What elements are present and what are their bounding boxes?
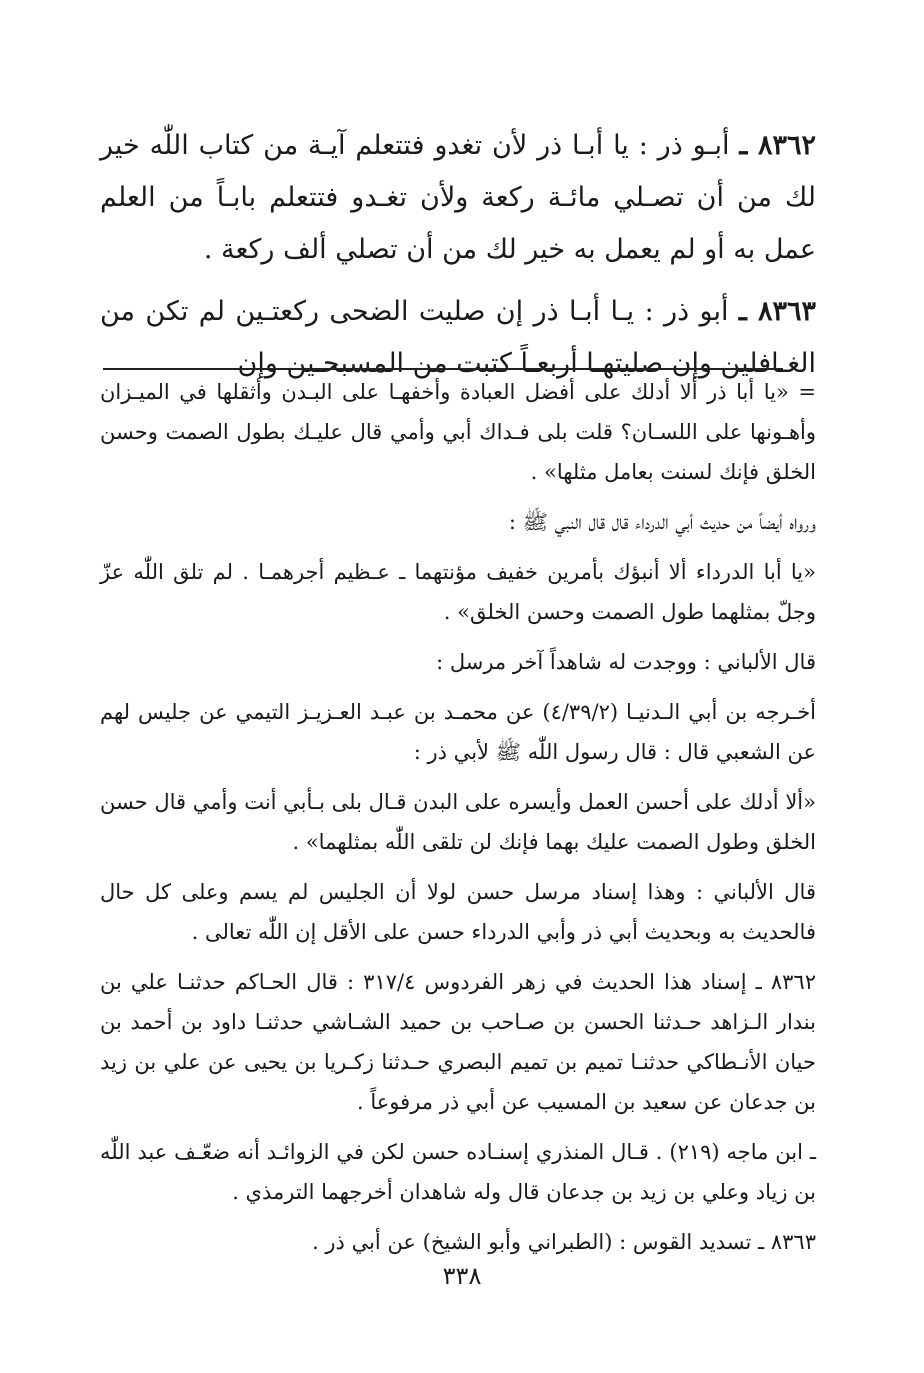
footnote-divider [103, 368, 783, 370]
entry-text: أبو ذر : يـا أبـا ذر إن صليت الضحى ركعتـين لم تكن من الغـافلين وإن صليتهـا أربعـاً كتبت من المسبحـين وإن [100, 296, 816, 379]
footnote-paragraph: ٨٣٦٣ ـ تسديد القوس : (الطبراني وأبو الشيخ) عن أبي ذر . [312, 1230, 816, 1254]
footnote-paragraph: = «يا أبا ذر ألا أدلك على أفضل العبادة وأخفهـا على البـدن وأثقلها في الميـزان وأهـونها على اللسـان؟ قلت بلى فـداك أبي وأمي قال عليـك بطول الصمت وحسن الخلق فإنك لسنت بعامل مثلها» . [100, 380, 816, 484]
entry-number: ٨٣٦٢ ـ [739, 130, 816, 161]
entry-text: أبـو ذر : يا أبـا ذر لأن تغدو فتتعلم آيـة من كتاب اللّٰه خير لك من أن تصـلي مائـة ركعة ولأن تغـدو فتتعلم بابـاً من العلم عمل به أو لم يعمل به خير لك من أن تصلي ألف ركعة . [100, 130, 816, 265]
page-number: ٣٣٨ [442, 1262, 482, 1290]
footnotes [100, 372, 816, 1272]
footnote-paragraph: قال الألباني : ووجدت له شاهداً آخر مرسل : [436, 650, 816, 674]
entry-number: ٨٣٦٣ ـ [738, 296, 817, 327]
footnote-paragraph: «يا أبا الدرداء ألا أنبؤك بأمرين خفيف مؤنتهما ـ عـظيم أجرهمـا . لم تلق اللّٰه عزّ وجلّ بمثلهما طول الصمت وحسن الخلق» . [100, 560, 816, 624]
footnote-paragraph: أخـرجه بن أبي الـدنيـا (٤/٣٩/٢) عن محمـد بن عبـد العـزيـز التيمي عن جليس لهم عن الشعبي قال : قال رسول اللّٰه ﷺ لأبي ذر : [100, 700, 817, 764]
footnote-paragraph: قال الألباني : وهذا إسناد مرسل حسن لولا أن الجليس لم يسم وعلى كل حال فالحديث به وبحديث أبي ذر وأبي الدرداء حسن على الأقل إن اللّٰه تعالى . [100, 880, 816, 944]
hadith-entry-8362 [100, 120, 816, 276]
footnote-paragraph: «ألا أدلك على أحسن العمل وأيسره على البدن قـال بلى بـأبي أنت وأمي قال حسن الخلق وطول الصمت عليك بهما فإنك لن تلقى اللّٰه بمثلهما» . [100, 790, 816, 854]
footnote-paragraph: ورواه أيضاً من حديث أبي الدرداء قال قال النبي ﷺ : [508, 510, 816, 534]
main-text [100, 120, 816, 400]
footnote-paragraph: ـ ابن ماجه (٢١٩) . قـال المنذري إسنـاده حسن لكن في الزوائـد أنه ضعّـف عبد اللّٰه بن زياد وعلي بن زيد بن جدعان قال وله شاهدان أخرجهما الترمذي . [100, 1140, 816, 1204]
footnote-paragraph: ٨٣٦٢ ـ إسناد هذا الحديث في زهر الفردوس ٣١٧/٤ : قال الحـاكم حدثنـا علي بن بندار الـزاهد حـدثنا الحسن بن صـاحب بن حميد الشـاشي حدثنـا داود بن أحمد بن حيان الأنـطاكي حدثنـا تميم بن تميم البصري حـدثنا زكـريا بن يحيى عن علي بن زيد بن جدعان عن سعيد بن المسيب عن أبي ذر مرفوعاً . [100, 970, 816, 1114]
